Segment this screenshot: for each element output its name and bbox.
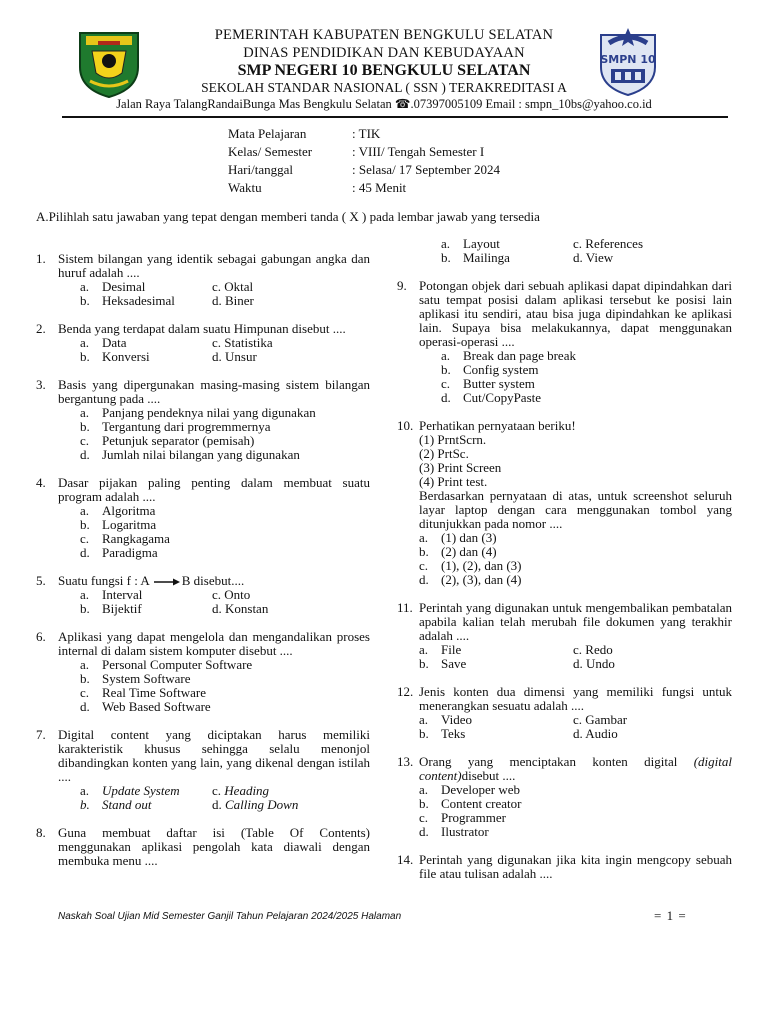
option-letter: b. xyxy=(80,517,90,532)
option-b: Save xyxy=(441,656,467,671)
question-stem: Berdasarkan pernyataan di atas, untuk screenshot seluruh layar laptop dengan cara menggunakan tombol yang ditunjukkan pada nomor .... xyxy=(419,488,732,531)
option-a: Algoritma xyxy=(102,503,156,518)
question-number: 6. xyxy=(36,629,46,644)
question-number: 7. xyxy=(36,727,46,742)
question-number: 11. xyxy=(397,600,413,615)
option-letter: c. xyxy=(212,783,225,798)
stem-italic: (digital content) xyxy=(419,754,732,783)
option-a: Break dan page break xyxy=(463,348,576,363)
option-c: (1), (2), dan (3) xyxy=(441,558,522,573)
option-letter: b. xyxy=(80,349,90,364)
option-letter: b. xyxy=(419,796,429,811)
option-letter: b. xyxy=(80,419,90,434)
option-c: c. Redo xyxy=(573,642,613,657)
arrow-right-icon xyxy=(152,578,180,586)
option-c: Butter system xyxy=(463,376,535,391)
option-b: Mailinga xyxy=(463,250,510,265)
option-letter: a. xyxy=(80,503,90,518)
question-stem xyxy=(419,755,732,783)
question-stem: Aplikasi yang dapat mengelola dan mengandalikan proses internal di dalam sistem komputer disebut .... xyxy=(58,629,370,658)
instruction: A.Pilihlah satu jawaban yang tepat dengan memberi tanda ( X ) pada lembar jawab yang tersedia xyxy=(36,209,540,224)
question-stem xyxy=(58,574,370,588)
stem-part: disebut .... xyxy=(461,768,516,783)
option-letter: a. xyxy=(419,712,429,727)
info-label: Hari/tanggal xyxy=(228,162,293,177)
option-letter: a. xyxy=(80,587,90,602)
option-a: (1) dan (3) xyxy=(441,530,497,545)
page-footer: Naskah Soal Ujian Mid Semester Ganjil Tahun Pelajaran 2024/2025 Halaman xyxy=(58,911,402,922)
statement: (2) PrtSc. xyxy=(419,446,469,461)
option-letter: c. xyxy=(441,376,451,391)
question-stem: Guna membuat daftar isi (Table Of Contents) menggunakan aplikasi pengolah kata diawali dengan membuka menu .... xyxy=(58,825,370,868)
option-d: Calling Down xyxy=(225,797,299,812)
option-b: Content creator xyxy=(441,796,522,811)
option-letter: c. xyxy=(80,685,90,700)
option-letter: b. xyxy=(441,250,451,265)
option-letter: b. xyxy=(80,293,90,308)
info-value: : VIII/ Tengah Semester I xyxy=(352,144,485,159)
option-letter: d. xyxy=(441,390,451,405)
option-letter: a. xyxy=(419,642,429,657)
option-b: Heksadesimal xyxy=(102,293,175,308)
option-d: d. Konstan xyxy=(212,601,269,616)
option-letter: d. xyxy=(80,699,90,714)
question-5 xyxy=(36,574,370,616)
option-d: Jumlah nilai bilangan yang digunakan xyxy=(102,447,300,462)
question-8 xyxy=(36,826,370,868)
option-a: Video xyxy=(441,712,472,727)
question-9 xyxy=(397,279,732,405)
option-c: Petunjuk separator (pemisah) xyxy=(102,433,255,448)
option-letter: a. xyxy=(80,657,90,672)
question-number: 5. xyxy=(36,573,46,588)
stem-part: Suatu fungsi f : A xyxy=(58,573,150,588)
school-logo-text: SMPN 10 xyxy=(600,53,656,66)
question-intro: Perhatikan pernyataan beriku! xyxy=(419,418,576,433)
page-number: = 1 = xyxy=(654,908,687,923)
option-letter: d. xyxy=(80,447,90,462)
statement: (1) PrntScrn. xyxy=(419,432,487,447)
question-stem: Sistem bilangan yang identik sebagai gabungan angka dan huruf adalah .... xyxy=(58,251,370,280)
question-number: 3. xyxy=(36,377,46,392)
option-b: Config system xyxy=(463,362,539,377)
option-letter: a. xyxy=(80,279,90,294)
option-d: d. Undo xyxy=(573,656,615,671)
info-label: Kelas/ Semester xyxy=(228,144,313,159)
question-stem: Digital content yang diciptakan harus memiliki karakteristik khusus sehingga selalu menonjol dibandingkan konten yang lain, yang dikenal dengan istilah .... xyxy=(58,727,370,784)
option-c: Heading xyxy=(224,783,270,798)
statement-list xyxy=(419,433,732,489)
stem-part: Orang yang menciptakan konten digital xyxy=(419,754,694,769)
option-letter: a. xyxy=(441,236,451,251)
option-b: System Software xyxy=(102,671,191,686)
option-b: Tergantung dari progremmernya xyxy=(102,419,271,434)
info-label: Waktu xyxy=(228,180,262,195)
option-letter: b. xyxy=(419,544,429,559)
question-12 xyxy=(397,685,732,741)
option-c: c. Oktal xyxy=(212,279,254,294)
option-d: d. View xyxy=(573,250,614,265)
question-number: 14. xyxy=(397,852,414,867)
question-number: 10. xyxy=(397,418,414,433)
option-letter: b. xyxy=(80,797,90,812)
option-c: c. Statistika xyxy=(212,335,273,350)
option-letter: c. xyxy=(419,810,429,825)
right-column xyxy=(397,237,732,895)
question-number: 13. xyxy=(397,754,414,769)
option-c: Programmer xyxy=(441,810,506,825)
option-b: Konversi xyxy=(102,349,150,364)
option-letter: b. xyxy=(419,656,429,671)
option-c: Rangkagama xyxy=(102,531,170,546)
option-a: Layout xyxy=(463,236,500,251)
option-letter: a. xyxy=(80,405,90,420)
option-a: Update System xyxy=(102,783,180,798)
option-a: Data xyxy=(102,335,127,350)
info-value: : Selasa/ 17 September 2024 xyxy=(352,162,501,177)
header-divider xyxy=(62,116,728,118)
option-a: Desimal xyxy=(102,279,146,294)
option-letter: a. xyxy=(80,335,90,350)
option-letter: c. xyxy=(80,531,90,546)
question-stem: Jenis konten dua dimensi yang memiliki fungsi untuk menerangkan sesuatu adalah .... xyxy=(419,684,732,713)
question-stem: Benda yang terdapat dalam suatu Himpunan disebut .... xyxy=(58,321,346,336)
info-label: Mata Pelajaran xyxy=(228,126,307,141)
left-column xyxy=(36,252,370,882)
option-d: d. Unsur xyxy=(212,349,257,364)
question-11 xyxy=(397,601,732,671)
option-letter: b. xyxy=(419,726,429,741)
question-6 xyxy=(36,630,370,714)
option-letter: c. xyxy=(419,558,429,573)
statement: (4) Print test. xyxy=(419,474,488,489)
question-number: 9. xyxy=(397,278,407,293)
question-8-options xyxy=(397,237,732,265)
option-a: Panjang pendeknya nilai yang digunakan xyxy=(102,405,316,420)
header-accreditation: SEKOLAH STANDAR NASIONAL ( SSN ) TERAKREDITASI A xyxy=(201,80,567,95)
option-letter: d. xyxy=(212,797,225,812)
option-letter: d. xyxy=(80,545,90,560)
stem-part: B disebut.... xyxy=(181,573,245,588)
option-letter: a. xyxy=(441,348,451,363)
question-stem: Perintah yang digunakan jika kita ingin mengcopy sebuah file atau tulisan adalah .... xyxy=(419,852,732,881)
question-4 xyxy=(36,476,370,560)
info-value: : TIK xyxy=(352,126,381,141)
option-letter: b. xyxy=(441,362,451,377)
option-letter: c. xyxy=(80,433,90,448)
option-c: c. Onto xyxy=(212,587,251,602)
option-d: (2), (3), dan (4) xyxy=(441,572,522,587)
question-10 xyxy=(397,419,732,587)
option-b: Stand out xyxy=(102,797,152,812)
question-stem: Perintah yang digunakan untuk mengembalikan pembatalan apabila kalian telah merubah file dokumen yang terakhir adalah .... xyxy=(419,600,732,643)
option-c: c. Gambar xyxy=(573,712,628,727)
option-letter: a. xyxy=(419,782,429,797)
question-7 xyxy=(36,728,370,812)
question-3 xyxy=(36,378,370,462)
option-d: Web Based Software xyxy=(102,699,211,714)
option-a: Personal Computer Software xyxy=(102,657,253,672)
option-letter: d. xyxy=(419,824,429,839)
option-b: Logaritma xyxy=(102,517,157,532)
question-14 xyxy=(397,853,732,881)
option-c: c. References xyxy=(573,236,644,251)
info-value: : 45 Menit xyxy=(352,180,407,195)
option-d: d. Biner xyxy=(212,293,254,308)
statement: (3) Print Screen xyxy=(419,460,502,475)
question-number: 1. xyxy=(36,251,46,266)
question-number: 12. xyxy=(397,684,414,699)
question-number: 4. xyxy=(36,475,46,490)
header-department: DINAS PENDIDIKAN DAN KEBUDAYAAN xyxy=(243,45,525,61)
question-stem: Basis yang dipergunakan masing-masing sistem bilangan bergantung pada .... xyxy=(58,377,370,406)
option-letter: b. xyxy=(80,601,90,616)
header-school-name: SMP NEGERI 10 BENGKULU SELATAN xyxy=(237,62,531,79)
option-c: Real Time Software xyxy=(102,685,206,700)
question-stem: Potongan objek dari sebuah aplikasi dapat dipindahkan dari satu tempat posisi dalam aplikasi tersebut ke posisi lain aplikasi itu sendiri, atau bisa juga dipindahkan ke aplikasi lain. Supaya bisa melakukannya, dapat menggunakan operasi-operasi .... xyxy=(419,278,732,349)
option-a: Interval xyxy=(102,587,143,602)
question-13 xyxy=(397,755,732,839)
question-number: 2. xyxy=(36,321,46,336)
header-government: PEMERINTAH KABUPATEN BENGKULU SELATAN xyxy=(214,27,554,43)
header-address: Jalan Raya TalangRandaiBunga Mas Bengkulu Selatan ☎.07397005109 Email : smpn_10bs@yahoo.co.id xyxy=(116,97,652,111)
question-stem: Dasar pijakan paling penting dalam membuat suatu program adalah .... xyxy=(58,475,370,504)
option-d: Cut/CopyPaste xyxy=(463,390,542,405)
question-1 xyxy=(36,252,370,308)
question-2 xyxy=(36,322,370,364)
option-b: Teks xyxy=(441,726,466,741)
option-d: Paradigma xyxy=(102,545,158,560)
option-d: Ilustrator xyxy=(441,824,489,839)
option-a: Developer web xyxy=(441,782,521,797)
option-letter: b. xyxy=(80,671,90,686)
option-a: File xyxy=(441,642,462,657)
option-b: Bijektif xyxy=(102,601,142,616)
option-b: (2) dan (4) xyxy=(441,544,497,559)
question-number: 8. xyxy=(36,825,46,840)
option-letter: d. xyxy=(419,572,429,587)
option-letter: a. xyxy=(419,530,429,545)
option-letter: a. xyxy=(80,783,90,798)
option-d: d. Audio xyxy=(573,726,618,741)
